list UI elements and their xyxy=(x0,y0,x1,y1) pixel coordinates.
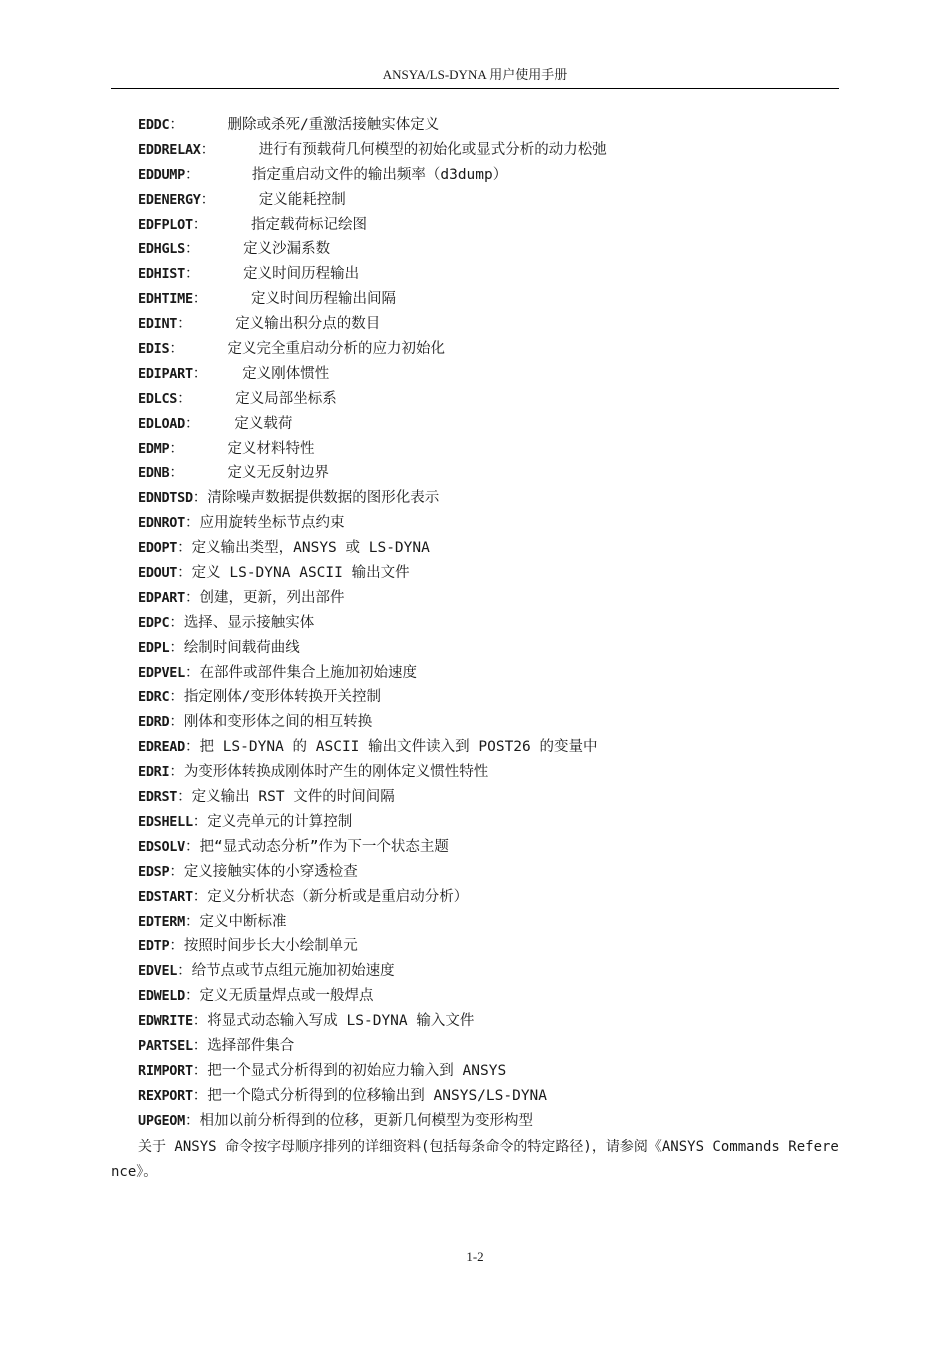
command-name: EDOUT xyxy=(138,565,178,582)
command-description: 指定载荷标记绘图 xyxy=(250,216,367,233)
command-name: EDSP xyxy=(138,863,170,880)
command-description: 定义载荷 xyxy=(234,415,293,432)
command-row xyxy=(138,586,838,611)
command-name: EDHTIME xyxy=(138,291,193,308)
command-name: EDDC xyxy=(138,117,170,133)
command-name: EDFPLOT xyxy=(138,216,193,233)
command-description: 相加以前分析得到的位移，更新几何模型为变形构型 xyxy=(199,1112,533,1129)
command-list xyxy=(138,113,838,1134)
command-name: EDRI xyxy=(138,764,170,781)
command-separator: ： xyxy=(200,141,216,158)
command-row xyxy=(138,810,838,835)
command-separator: ： xyxy=(169,341,184,358)
command-name: EDDRELAX xyxy=(138,141,201,158)
command-separator: ： xyxy=(177,963,192,980)
command-name: UPGEOM xyxy=(138,1112,185,1129)
command-separator: ： xyxy=(192,1037,208,1054)
command-spacing xyxy=(215,142,259,158)
command-separator: ： xyxy=(169,938,184,955)
command-description: 定义分析状态（新分析或是重启动分析） xyxy=(207,888,469,905)
command-name: EDLCS xyxy=(138,390,178,407)
command-separator: ： xyxy=(169,465,184,482)
command-description: 进行有预载荷几何模型的初始化或显式分析的动力松弛 xyxy=(258,141,607,158)
page-number: 1-2 xyxy=(466,1249,484,1264)
command-name: REXPORT xyxy=(138,1087,193,1104)
command-spacing xyxy=(199,167,251,183)
command-separator: ： xyxy=(169,689,184,706)
command-name: EDREAD xyxy=(138,739,185,756)
command-description: 定义 LS-DYNA ASCII 输出文件 xyxy=(191,565,410,582)
command-description: 给节点或节点组元施加初始速度 xyxy=(191,963,395,980)
command-name: EDRST xyxy=(138,789,178,806)
command-spacing xyxy=(207,291,251,307)
command-row xyxy=(138,611,838,636)
command-description: 定义接触实体的小穿透检查 xyxy=(183,863,358,880)
command-description: 删除或杀死/重激活接触实体定义 xyxy=(227,117,440,133)
command-separator: ： xyxy=(177,390,192,407)
command-description: 选择部件集合 xyxy=(207,1037,295,1054)
command-spacing xyxy=(199,416,234,432)
command-row xyxy=(138,1009,838,1034)
command-row xyxy=(138,437,838,462)
command-row xyxy=(138,362,838,387)
command-row xyxy=(138,511,838,536)
command-row xyxy=(138,412,838,437)
command-name: EDSTART xyxy=(138,888,193,905)
command-separator: ： xyxy=(184,913,200,930)
command-name: EDHGLS xyxy=(138,241,185,258)
command-separator: ： xyxy=(177,316,192,333)
command-spacing xyxy=(215,192,259,208)
command-row xyxy=(138,760,838,785)
command-description: 定义材料特性 xyxy=(227,440,315,457)
command-row xyxy=(138,785,838,810)
command-name: EDRD xyxy=(138,714,170,731)
command-separator: ： xyxy=(169,614,184,631)
command-description: 定义完全重启动分析的应力初始化 xyxy=(227,341,445,358)
command-description: 在部件或部件集合上施加初始速度 xyxy=(199,664,417,681)
command-row xyxy=(138,910,838,935)
command-separator: ： xyxy=(192,813,208,830)
page-header: ANSYA/LS-DYNA 用户使用手册 xyxy=(382,67,568,82)
command-description: 清除噪声数据提供数据的图形化表示 xyxy=(207,490,440,507)
command-name: EDIPART xyxy=(138,365,193,382)
command-spacing xyxy=(184,441,228,457)
command-separator: ： xyxy=(169,440,184,457)
command-row xyxy=(138,661,838,686)
command-description: 定义刚体惯性 xyxy=(242,365,330,382)
command-row xyxy=(138,486,838,511)
command-name: EDWELD xyxy=(138,988,185,1005)
command-row xyxy=(138,685,838,710)
command-row xyxy=(138,636,838,661)
command-separator: ： xyxy=(184,241,200,258)
command-separator: ： xyxy=(192,216,208,233)
command-separator: ： xyxy=(184,739,200,756)
command-name: EDPL xyxy=(138,639,170,656)
command-description: 应用旋转坐标节点约束 xyxy=(199,515,345,532)
command-separator: ： xyxy=(184,266,200,283)
command-description: 把“显式动态分析”作为下一个状态主题 xyxy=(199,838,449,855)
command-row xyxy=(138,1034,838,1059)
command-description: 把 LS-DYNA 的 ASCII 输出文件读入到 POST26 的变量中 xyxy=(199,739,598,756)
command-description: 定义能耗控制 xyxy=(258,191,346,208)
command-description: 定义无质量焊点或一般焊点 xyxy=(199,988,374,1005)
command-row xyxy=(138,287,838,312)
command-name: EDOPT xyxy=(138,540,178,557)
command-description: 定义输出积分点的数目 xyxy=(235,316,381,333)
command-row xyxy=(138,885,838,910)
command-spacing xyxy=(207,217,251,233)
command-separator: ： xyxy=(192,1013,208,1030)
command-description: 把一个隐式分析得到的位移输出到 ANSYS/LS-DYNA xyxy=(207,1087,548,1104)
command-separator: ： xyxy=(192,888,208,905)
command-row xyxy=(138,984,838,1009)
command-row xyxy=(138,337,838,362)
command-row xyxy=(138,710,838,735)
command-separator: ： xyxy=(177,540,192,557)
command-row xyxy=(138,835,838,860)
command-description: 为变形体转换成刚体时产生的刚体定义惯性特性 xyxy=(183,764,489,781)
command-spacing xyxy=(184,341,228,357)
command-row xyxy=(138,262,838,287)
command-name: EDRC xyxy=(138,689,170,706)
command-name: EDLOAD xyxy=(138,415,185,432)
command-separator: ： xyxy=(184,838,200,855)
command-description: 把一个显式分析得到的初始应力输入到 ANSYS xyxy=(207,1062,507,1079)
command-row xyxy=(138,536,838,561)
command-row xyxy=(138,113,838,138)
command-separator: ： xyxy=(184,1112,200,1129)
command-separator: ： xyxy=(184,166,200,183)
command-separator: ： xyxy=(169,117,184,133)
command-description: 定义时间历程输出间隔 xyxy=(250,291,396,308)
command-row xyxy=(138,312,838,337)
command-description: 刚体和变形体之间的相互转换 xyxy=(183,714,373,731)
command-row xyxy=(138,1109,838,1134)
command-row xyxy=(138,1084,838,1109)
command-description: 定义中断标准 xyxy=(199,913,287,930)
command-name: EDNROT xyxy=(138,515,185,532)
command-name: EDNDTSD xyxy=(138,490,193,507)
command-row xyxy=(138,860,838,885)
command-description: 定义壳单元的计算控制 xyxy=(207,813,353,830)
command-row xyxy=(138,237,838,262)
command-separator: ： xyxy=(184,415,200,432)
command-separator: ： xyxy=(192,365,208,382)
command-row xyxy=(138,138,838,163)
command-name: EDPART xyxy=(138,589,185,606)
command-spacing xyxy=(192,316,236,332)
command-separator: ： xyxy=(184,589,200,606)
command-name: EDIS xyxy=(138,341,170,358)
command-description: 创建，更新，列出部件 xyxy=(199,589,345,606)
command-separator: ： xyxy=(169,863,184,880)
command-description: 绘制时间载荷曲线 xyxy=(183,639,300,656)
command-row xyxy=(138,188,838,213)
command-spacing xyxy=(184,117,228,133)
command-name: EDINT xyxy=(138,316,178,333)
command-description: 按照时间步长大小绘制单元 xyxy=(183,938,358,955)
command-name: EDDUMP xyxy=(138,166,185,183)
command-row xyxy=(138,163,838,188)
command-separator: ： xyxy=(177,565,192,582)
command-description: 选择、显示接触实体 xyxy=(183,614,315,631)
command-separator: ： xyxy=(192,1062,208,1079)
command-separator: ： xyxy=(184,988,200,1005)
command-separator: ： xyxy=(169,639,184,656)
command-row xyxy=(138,934,838,959)
command-separator: ： xyxy=(169,714,184,731)
command-separator: ： xyxy=(184,515,200,532)
header-rule xyxy=(111,88,839,89)
command-name: EDTERM xyxy=(138,913,185,930)
command-separator: ： xyxy=(192,291,208,308)
command-description: 定义输出类型，ANSYS 或 LS-DYNA xyxy=(191,540,430,557)
command-row xyxy=(138,387,838,412)
command-name: EDTP xyxy=(138,938,170,955)
command-row xyxy=(138,959,838,984)
command-name: EDVEL xyxy=(138,963,178,980)
command-spacing xyxy=(207,366,242,382)
command-description: 定义无反射边界 xyxy=(227,465,329,482)
command-description: 定义时间历程输出 xyxy=(243,266,360,283)
command-separator: ： xyxy=(192,1087,208,1104)
command-description: 定义输出 RST 文件的时间间隔 xyxy=(191,789,395,806)
command-name: PARTSEL xyxy=(138,1037,193,1054)
command-row xyxy=(138,561,838,586)
command-row xyxy=(138,213,838,238)
command-separator: ： xyxy=(200,191,216,208)
command-description: 指定刚体/变形体转换开关控制 xyxy=(183,689,382,706)
command-description: 定义局部坐标系 xyxy=(235,390,337,407)
command-spacing xyxy=(199,241,243,257)
command-row xyxy=(138,735,838,760)
command-row xyxy=(138,461,838,486)
command-name: EDWRITE xyxy=(138,1013,193,1030)
command-name: EDPVEL xyxy=(138,664,185,681)
command-row xyxy=(138,1059,838,1084)
command-name: EDSHELL xyxy=(138,813,193,830)
command-spacing xyxy=(199,266,243,282)
command-name: EDPC xyxy=(138,614,170,631)
command-description: 定义沙漏系数 xyxy=(243,241,331,258)
command-spacing xyxy=(192,391,236,407)
command-name: EDENERGY xyxy=(138,191,201,208)
command-separator: ： xyxy=(177,789,192,806)
command-name: EDNB xyxy=(138,465,170,482)
command-name: EDSOLV xyxy=(138,838,185,855)
command-name: RIMPORT xyxy=(138,1062,193,1079)
command-separator: ： xyxy=(169,764,184,781)
command-description: 指定重启动文件的输出频率（d3dump） xyxy=(251,166,508,183)
reference-note: 关于 ANSYS 命令按字母顺序排列的详细资料(包括每条命令的特定路径)，请参阅《ANSYS Commands Reference》。 xyxy=(111,1139,839,1180)
command-description: 将显式动态输入写成 LS-DYNA 输入文件 xyxy=(207,1013,475,1030)
command-name: EDMP xyxy=(138,440,170,457)
command-separator: ： xyxy=(184,664,200,681)
command-separator: ： xyxy=(192,490,208,507)
command-name: EDHIST xyxy=(138,266,185,283)
command-spacing xyxy=(184,465,228,481)
